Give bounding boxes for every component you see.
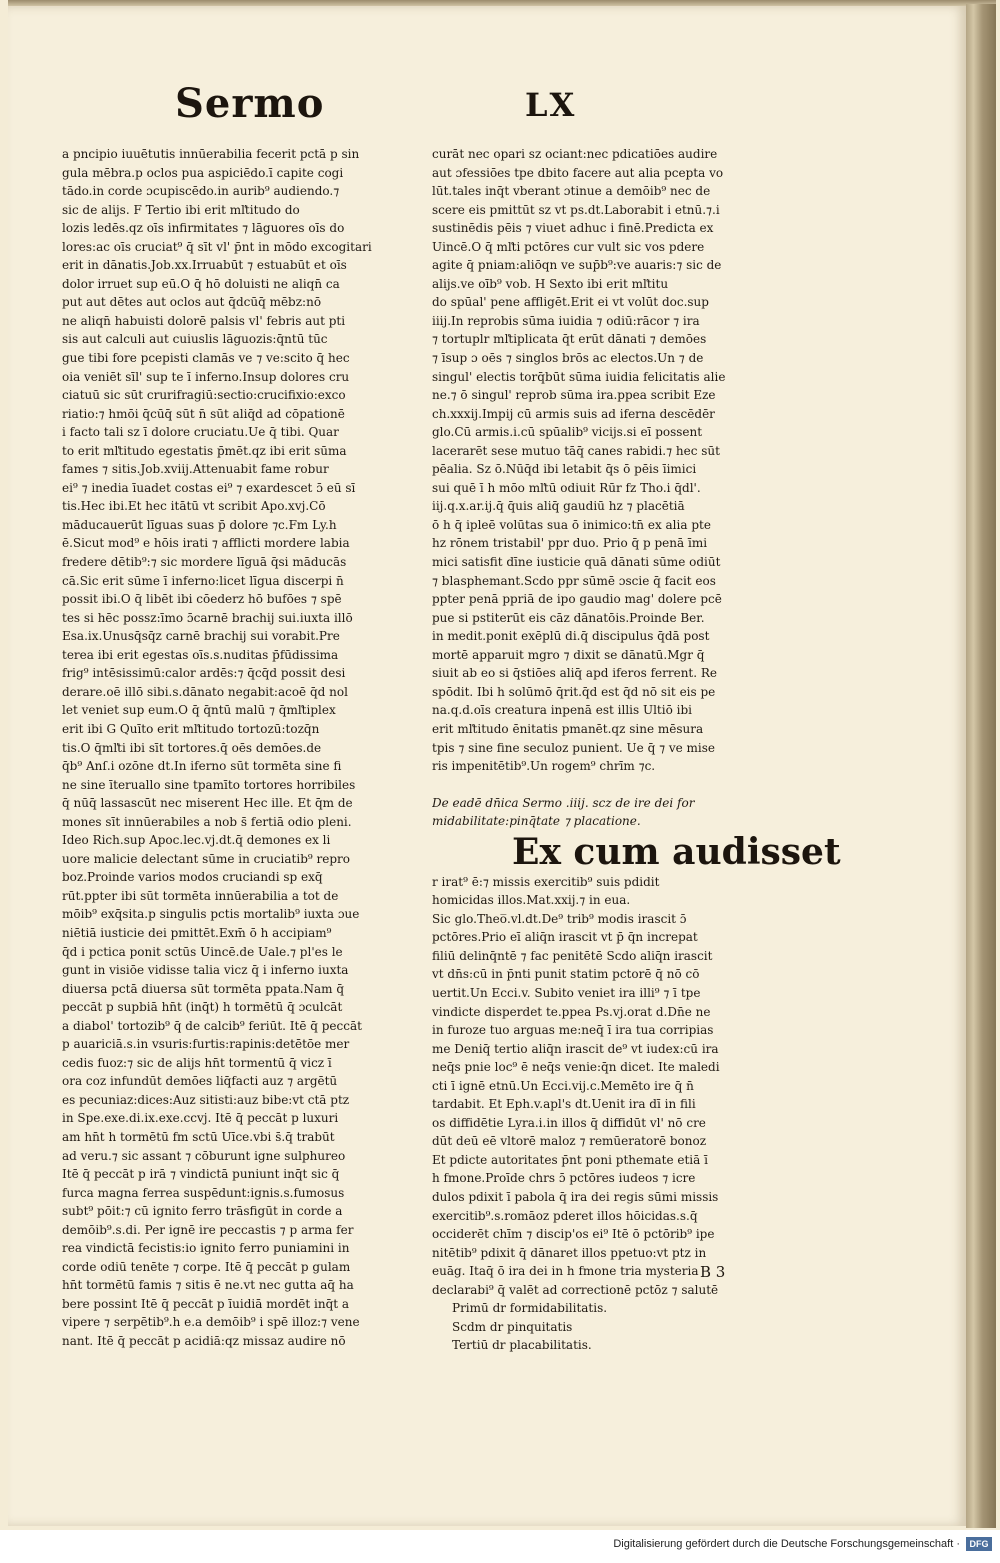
text-line: erit in dānatis.Job.xx.Irruabūt ⁊ estuabūt et oīs <box>62 258 347 273</box>
text-line: glo.Cū armis.i.cū spūalib⁹ vicijs.si eī possent <box>432 425 703 440</box>
text-line: q̄b⁹ Anſ.i ozōne dt.In iferno sūt tormēta sine fi <box>62 759 342 774</box>
text-line: curāt nec opari sz ociant:nec pdicatiōes audire <box>432 147 718 161</box>
text-line: agite q̄ pniam:aliōqn ve sup̄b⁹:ve auaris:⁊ sic de <box>432 258 722 273</box>
text-line: i facto tali sz ī dolore cruciatu.Ue q̄ tibi. Quar <box>62 425 339 440</box>
text-line: nant. Itē q̄ peccāt p acidiā:qz missaz audire nō <box>62 1334 346 1348</box>
text-line: corde odiū tenēte ⁊ corpe. Itē q̄ peccāt p gulam <box>62 1259 351 1274</box>
text-line: tādo.in corde ɔcupiscēdo.in aurib⁹ audiendo.⁊ <box>62 184 340 199</box>
text-line: neq̄s pnie loc⁹ ē neq̄s venie:q̄n dicet. Ite maledi <box>432 1060 720 1075</box>
text-line: uore malicie delectant sūme in cruciatib⁹ repro <box>62 851 350 866</box>
text-line: cā.Sic erit sūme ī inferno:licet līgua discerpi n̄ <box>62 573 344 588</box>
text-line: a pncipio iuuētutis innūerabilia fecerit pctā p sin <box>62 147 360 161</box>
text-line: in Spe.exe.di.ix.exe.ccvj. Itē q̄ peccāt p luxuri <box>62 1111 339 1126</box>
text-line: mortē apparuit mgro ⁊ dixit se dānatū.Mgr q̄ <box>432 647 705 662</box>
text-line: cedis fuoz:⁊ sic de alijs hn̄t tormentū q̄ vicz ī <box>62 1055 332 1070</box>
text-line: De eadē dn̄ica Sermo .iiij. scz de ire dei for <box>432 795 695 810</box>
text-line: in furoze tuo arguas me:neq̄ ī ira tua corripias <box>432 1023 714 1038</box>
text-line: furca magna ferrea suspēdunt:ignis.s.fumosus <box>62 1185 345 1200</box>
text-line: in medit.ponit exēplū di.q̄ discipulus q̄dā post <box>432 629 710 644</box>
text-line: Et pdicte autoritates p̄nt poni pthemate etiā ī <box>432 1152 708 1167</box>
text-line: tes si hēc possz:īmo ɔ̄carnē brachij sui.iuxta illō <box>62 610 353 625</box>
text-line: mici satisfit dīne iusticie quā dānati sūme odiūt <box>432 555 721 570</box>
text-line: derare.oē illō sibi.s.dānato negabit:acoē q̄d nol <box>62 684 348 699</box>
text-line: Esa.ix.Unusq̄sq̄z carnē brachij sui vorabit.Pre <box>62 629 340 644</box>
text-line: diuersa pctā diuersa sūt tormēta ppata.Nam q̄ <box>62 981 345 996</box>
text-line: ppter penā ppriā de ipo gaudio mag' dolere pcē <box>432 592 722 607</box>
sermon-division-list <box>432 1299 772 1355</box>
text-line: peccāt p supbiā hn̄t (inq̄t) h tormētū q̄ ɔculcāt <box>62 1000 343 1015</box>
text-line: mōib⁹ exq̄sita.p singulis pctis mortalib⁹ iuxta ɔue <box>62 907 360 922</box>
sermon-incipit-heading: Ex cum audisset <box>512 830 841 873</box>
text-line: Scdm dr pinquitatis <box>452 1319 573 1334</box>
text-line: ora coz infundūt demōes liq̄facti auz ⁊ argētū <box>62 1074 338 1089</box>
text-line: Ideo Rich.sup Apoc.lec.vj.dt.q̄ demones ex li <box>62 833 331 848</box>
text-line: scere eis pmittūt sz vt ps.dt.Laborabit i etnū.⁊.i <box>432 202 720 217</box>
left-text-column <box>62 145 407 1351</box>
text-line: hz rōnem tristabil' ppr duo. Prio q̄ p penā īmi <box>432 536 708 551</box>
text-line: frig⁹ intēsissimū:calor ardēs:⁊ q̄cq̄d possit desi <box>62 666 346 681</box>
text-line: ō h q̄ ipleē volūtas sua ō inimico:tn̄ ex alia pte <box>432 517 711 532</box>
text-line: fames ⁊ sitis.Job.xviij.Attenuabit fame robur <box>62 462 329 477</box>
text-line: q̄d i pctica ponit sctūs Uincē.de Uale.⁊ pl'es le <box>62 944 343 959</box>
text-line: alijs.ve oīb⁹ vob. H Sexto ibi erit mľtitu <box>432 276 669 291</box>
text-line: exercitib⁹.s.romāoz pderet illos hōicidas.s.q̄ <box>432 1208 698 1223</box>
text-line: Sic glo.Theo̅.vl.dt.De⁹ trib⁹ modis irascit ɔ̄ <box>432 911 687 926</box>
text-line: r irat⁹ ē:⁊ missis exercitib⁹ suis pdidit <box>432 874 660 889</box>
text-line: q̄ nūq̄ lassascūt nec miserent Hec ille. Et q̄m de <box>62 796 353 811</box>
text-line: to erit mľtitudo egestatis p̄mēt.qz ibi erit sūma <box>62 443 347 458</box>
text-line: filiū delinq̄ntē ⁊ fac penitētē Scdo aliq̄n irascit <box>432 948 713 963</box>
text-line: ris impenitētib⁹.Un rogem⁹ chrīm ⁊c. <box>432 759 656 774</box>
text-line: erit ibi G Quīto erit mľtitudo tortozū:tozq̄n <box>62 721 320 736</box>
right-column-top-text <box>432 145 772 776</box>
text-line: pctōres.Prio eī aliq̄n irascit vt p̄ q̄n increpat <box>432 930 698 945</box>
section-spacer <box>432 776 772 794</box>
text-line: gula mēbra.p oclos pua aspiciēdo.ī capite cogi <box>62 165 344 180</box>
text-line: tpis ⁊ sine fine seculoz punient. Ue q̄ ⁊ ve mise <box>432 740 716 755</box>
text-line: demōib⁹.s.di. Per ignē ire peccastis ⁊ p arma fer <box>62 1222 354 1237</box>
text-line: rūt.ppter ibi sūt tormēta innūerabilia a tot de <box>62 888 339 903</box>
text-line: pue si pstiterūt eis cāz dānatōis.Proinde Ber. <box>432 610 705 625</box>
text-line: os diffidētie Lyra.i.in illos q̄ diffidūt vl' nō cre <box>432 1115 706 1130</box>
text-line: sic de alijs. F Tertio ibi erit mľtitudo do <box>62 202 300 217</box>
text-line: ch.xxxij.Impij cū armis suis ad iferna descēdēr <box>432 406 715 421</box>
digitization-footer <box>0 1530 1000 1563</box>
text-line: midabilitate:pinq̄tate ⁊ placatione. <box>432 814 641 829</box>
text-line: Primū dr formidabilitatis. <box>452 1301 608 1316</box>
text-line: uertit.Un Ecci.v. Subito veniet ira illi⁹ ⁊ ī tpe <box>432 985 701 1000</box>
text-line: tardabit. Et Eph.v.apl's dt.Uenit ira dī in fili <box>432 1097 696 1112</box>
text-line: na.q.d.oīs creatura inpenā est illis Ultiō ibi <box>432 703 692 718</box>
text-line: riatio:⁊ hmōi q̄cūq̄ sūt n̄ sūt aliq̄d ad cōpationē <box>62 406 345 421</box>
text-line: lūt.tales inq̄t vberant ɔtinue a demōib⁹ nec de <box>432 184 711 199</box>
text-line: cti ī ignē etnū.Un Ecci.vij.c.Memēto ire q̄ n̄ <box>432 1078 694 1093</box>
page-stack-edge <box>966 4 996 1528</box>
text-line: lores:ac oīs cruciat⁹ q̄ sīt vl' p̄nt in mōdo excogitari <box>62 239 372 254</box>
text-line: a diabol' tortozib⁹ q̄ de calcib⁹ feriūt. Itē q̄ peccāt <box>62 1018 362 1033</box>
text-line: me Deniq̄ tertio aliq̄n irascit de⁹ vt iudex:cū ira <box>432 1041 719 1056</box>
text-line: iij.q.x.ar.ij.q̄ q̄uis aliq̄ gaudiū hz ⁊ placētiā <box>432 499 685 514</box>
text-line: lacerarēt sese mutuo tāq̄ canes rabidi.⁊ hec sūt <box>432 443 720 458</box>
text-line: sustinēdis pēis ⁊ viuet adhuc i finē.Predicta ex <box>432 221 714 236</box>
text-line: spōdit. Ibi h solūmō q̄rit.q̄d est q̄d nō sit eis pe <box>432 684 716 699</box>
text-line: put aut dētes aut oclos aut q̄dcūq̄ mēbz:nō <box>62 295 322 310</box>
text-line: ⁊ blasphemant.Scdo ppr sūmē ɔscie q̄ facit eos <box>432 573 716 588</box>
text-line: tis.O q̄mľti ibi sīt tortores.q̄ oēs demōes.de <box>62 740 322 755</box>
text-line: dūt deū eē vltorē maloz ⁊ remūeratorē bonoz <box>432 1134 707 1149</box>
text-line: ne.⁊ ō singul' reprob sūma ira.ppea scribit Eze <box>432 388 716 403</box>
text-line: terea ibi erit egestas oīs.s.nuditas p̄fūdissima <box>62 647 339 662</box>
text-line: p auariciā.s.in vsuris:furtis:rapinis:detētōe mer <box>62 1037 350 1052</box>
text-line: erit mľtitudo ēnitatis pmanēt.qz sine mēsura <box>432 721 704 736</box>
right-text-column <box>432 145 841 1355</box>
text-line: gue tibi fore pcepisti clamās ve ⁊ ve:scito q̄ hec <box>62 351 350 366</box>
text-line: ei⁹ ⁊ inedia īuadet costas ei⁹ ⁊ exardescet ɔ̄ eū sī <box>62 480 356 495</box>
text-line: tis.Hec ibi.Et hec itātū vt scribit Apo.xvj.Cō <box>62 499 326 514</box>
text-line: homicidas illos.Mat.xxij.⁊ in eua. <box>432 893 631 908</box>
text-line: ē.Sicut mod⁹ e hōis irati ⁊ afflicti mordere labia <box>62 536 350 551</box>
text-line: es pecuniaz:dices:Auz sitisti:auz bibe:vt ctā ptz <box>62 1092 350 1107</box>
text-line: rea vindictā fecistis:io ignito ferro puniamini in <box>62 1241 350 1256</box>
text-line: Itē q̄ peccāt p irā ⁊ vindictā puniunt inq̄t sic q̄ <box>62 1167 340 1182</box>
text-line: māducauerūt līguas suas p̄ dolore ⁊c.Fm Ly.h <box>62 517 337 532</box>
text-line: ne aliqn̄ habuisti dolorē palsis vl' febris aut pti <box>62 313 346 328</box>
text-line: Uincē.O q̄ mľti pctōres cur vult sic vos pdere <box>432 239 705 254</box>
text-line: Tertiū dr placabilitatis. <box>452 1338 592 1353</box>
text-line: hn̄t tormētū famis ⁊ sitis ē ne.vt nec gutta aq̄ ha <box>62 1278 354 1293</box>
text-line: fredere dētib⁹:⁊ sic mordere līguā q̄si māducās <box>62 555 347 570</box>
text-line: vt dn̄s:cū in p̄nti punit statim pctorē q̄ nō cō <box>432 967 700 982</box>
sermon-subheading <box>432 794 772 831</box>
text-line: dulos pdixit ī pabola q̄ ira dei regis sūmi missis <box>432 1189 719 1204</box>
text-line: sui quē ī h mōo mľtū odiuit Rūr fz Tho.i q̄dl'. <box>432 480 701 495</box>
text-line: let veniet sup eum.O q̄ q̄ntū malū ⁊ q̄mľtiplex <box>62 703 336 718</box>
signature-mark: B 3 <box>700 1263 726 1281</box>
text-line: am hn̄t h tormētū fm sctū Uīce.vbi s̄.q̄ trabūt <box>62 1129 335 1144</box>
text-line: h fmone.Proīde chrs ɔ̄ pctōres iudeos ⁊ icre <box>432 1171 696 1186</box>
text-line: lozis ledēs.qz oīs infirmitates ⁊ lāguores oīs do <box>62 221 345 236</box>
text-line: ⁊ īsup ɔ oēs ⁊ singlos brōs ac electos.Un ⁊ de <box>432 351 704 366</box>
text-line: sis aut calculi aut cuiuslis lāguozis:q̄ntū tūc <box>62 332 328 347</box>
text-line: siuit ab eo si q̄stiōes aliq̄ apd iferos ferrent. Re <box>432 666 718 681</box>
text-line: aut ɔfessiōes tpe dbito facere aut alia pcepta vo <box>432 165 724 180</box>
text-line: nitētib⁹ pdixit q̄ dānaret illos ppetuo:vt ptz in <box>432 1245 707 1260</box>
running-head-number: LX <box>525 86 577 124</box>
text-line: vipere ⁊ serpētib⁹.h e.a demōib⁹ i spē illoz:⁊ vene <box>62 1315 360 1330</box>
text-line: ciatuū sic sūt crurifragiū:sectio:crucifixio:exco <box>62 388 346 403</box>
footer-credit-text: Digitalisierung gefördert durch die Deutsche Forschungsgemeinschaft · <box>613 1538 960 1550</box>
text-line: euāg. Itaq̄ ō ira dei in h fmone tria mysteria <box>432 1264 699 1279</box>
text-line: ⁊ tortuplr mľtiplicata q̄t erūt dānati ⁊ demōes <box>432 332 707 347</box>
text-line: gunt in visiōe vidisse talia vicz q̄ i inferno iuxta <box>62 963 349 978</box>
text-line: occiderēt chīm ⁊ discip'os ei⁹ Itē ō pctōrib⁹ ipe <box>432 1227 715 1242</box>
right-column-bottom-text <box>432 873 772 1300</box>
text-line: boz.Proinde varios modos cruciandi sp exq̄ <box>62 870 323 885</box>
text-line: possit ibi.O q̄ libēt ibi cōederz hō bufōes ⁊ spē <box>62 592 342 607</box>
text-line: pēalia. Sz ō.Nūq̄d ibi letabit q̄s ō pēis īimici <box>432 462 697 477</box>
text-line: subt⁹ pōit:⁊ cū ignito ferro trāsfigūt in corde a <box>62 1204 343 1219</box>
text-line: iiij.In reprobis sūma iuidia ⁊ odiū:rācor ⁊ ira <box>432 313 700 328</box>
text-line: niētiā iusticie dei pmittēt.Exm̄ ō h accipiam⁹ <box>62 925 332 940</box>
text-line: do spūal' pene affligēt.Erit ei vt volūt doc.sup <box>432 295 709 310</box>
text-line: ne sine īteruallo sine tpamīto tortores horribiles <box>62 777 356 792</box>
text-line: mones sīt innūerabiles a nob s̄ fertiā odio pleni. <box>62 814 352 829</box>
dfg-logo: DFG <box>966 1537 992 1551</box>
text-line: ad veru.⁊ sic assant ⁊ cōburunt igne sulphureo <box>62 1148 346 1163</box>
text-line: oia veniēt sīl' sup te ī inferno.Insup dolores cru <box>62 369 350 384</box>
text-line: singul' electis torq̄būt sūma iuidia felicitatis alie <box>432 369 726 384</box>
text-line: vindicte disperdet te.ppea Ps.vj.orat d.Dn̄e ne <box>432 1004 711 1019</box>
text-line: declarabi⁹ q̄ valēt ad correctionē pctōz ⁊ salutē <box>432 1282 719 1297</box>
running-head-sermo: Sermo <box>175 80 325 127</box>
text-line: dolor irruet sup eū.O q̄ hō doluisti ne aliqn̄ ca <box>62 276 340 291</box>
text-line: bere possint Itē q̄ peccāt p īuidiā mordēt inq̄t a <box>62 1296 350 1311</box>
